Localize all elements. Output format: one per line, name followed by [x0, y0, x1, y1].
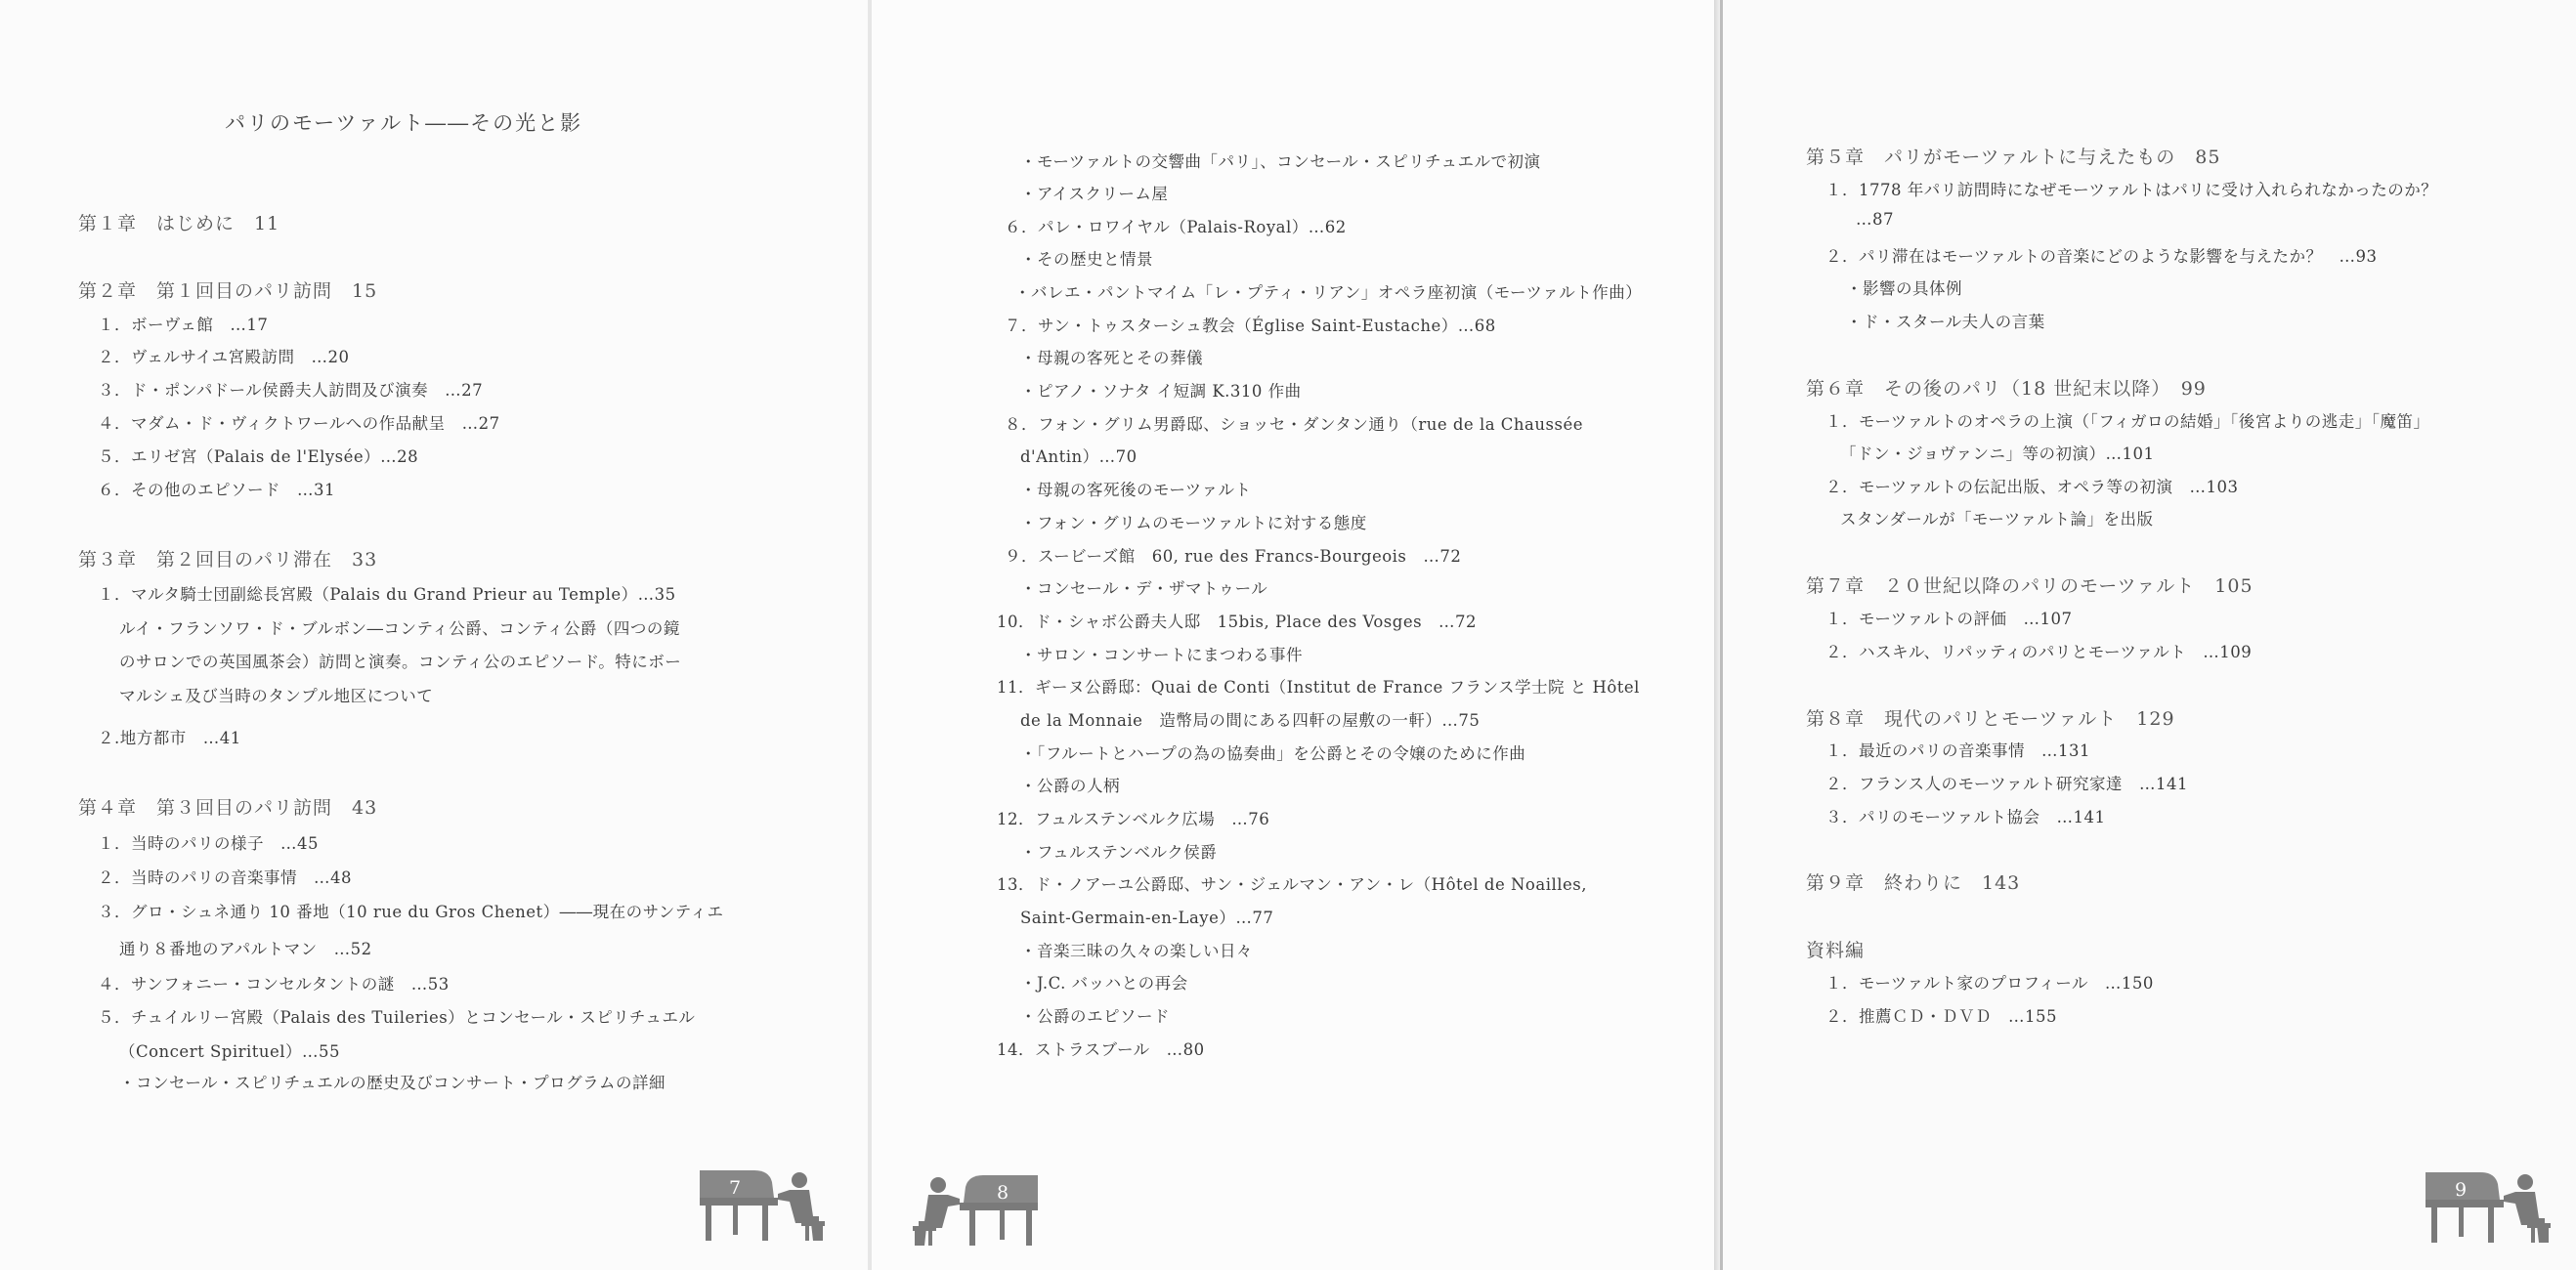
toc-entry: ３．パリのモーツァルト協会 …141	[1825, 808, 2106, 826]
toc-entry: ７．サン・トゥスターシュ教会（Église Saint-Eustache）…68	[1005, 317, 1496, 335]
toc-entry: ２．フランス人のモーツァルト研究家達 …141	[1825, 775, 2189, 793]
toc-entry: ・ド・スタール夫人の言葉	[1846, 313, 2045, 331]
toc-page-left	[0, 0, 868, 1270]
toc-entry: ・コンセール・スピリチュエルの歴史及びコンサート・プログラムの詳細	[119, 1074, 666, 1092]
toc-entry: ・コンセール・デ・ザマトゥール	[1020, 579, 1268, 598]
toc-entry: de la Monnaie 造幣局の間にある四軒の屋敷の一軒）…75	[1020, 711, 1481, 730]
toc-entry: ・母親の客死後のモーツァルト	[1020, 481, 1252, 499]
toc-entry: 14．ストラスブール …80	[997, 1040, 1205, 1059]
toc-entry: のサロンでの英国風茶会）訪問と演奏。コンティ公のエピソード。特にボー	[119, 653, 682, 671]
toc-entry: ８．フォン・グリム男爵邸、ショッセ・ダンタン通り（rue de la Chaussée	[1005, 415, 1583, 434]
chapter-heading: 第７章 ２０世紀以降のパリのモーツァルト 105	[1806, 575, 2254, 597]
toc-entry: 「ドン・ジョヴァンニ」等の初演）…101	[1840, 444, 2155, 463]
toc-entry: ２.地方都市 …41	[98, 729, 241, 747]
chapter-heading: 第５章 パリがモーツァルトに与えたもの 85	[1806, 147, 2221, 168]
chapter-heading: 第８章 現代のパリとモーツァルト 129	[1806, 708, 2175, 730]
page-number: 7	[728, 1177, 742, 1199]
toc-entry: ・「フルートとハープの為の協奏曲」を公爵とその令嬢のために作曲	[1020, 744, 1526, 763]
toc-entry: ・公爵のエピソード	[1020, 1007, 1170, 1026]
toc-entry: 11．ギーヌ公爵邸：Quai de Conti（Institut de France フランス学士院 と Hôtel	[997, 678, 1640, 697]
chapter-heading: 第２章 第１回目のパリ訪問 15	[78, 280, 378, 302]
toc-page-right	[1720, 0, 2576, 1270]
toc-entry: ２．パリ滞在はモーツァルトの音楽にどのような影響を与えたか？ …93	[1825, 247, 2378, 266]
toc-entry: 13．ド・ノアーユ公爵邸、サン・ジェルマン・アン・レ（Hôtel de Noailles,	[997, 875, 1588, 894]
toc-entry: ２．ハスキル、リパッティのパリとモーツァルト …109	[1825, 643, 2253, 661]
toc-entry: ・モーツァルトの交響曲「パリ」、コンセール・スピリチュエルで初演	[1020, 152, 1541, 171]
chapter-heading: 資料編	[1806, 940, 1866, 961]
toc-entry: ・音楽三昧の久々の楽しい日々	[1020, 942, 1253, 960]
toc-entry: １．モーツァルトの評価 …107	[1825, 610, 2073, 628]
chapter-heading: 第４章 第３回目のパリ訪問 43	[78, 797, 378, 819]
toc-entry: ルイ・フランソワ・ド・ブルボン―コンティ公爵、コンティ公爵（四つの鏡	[119, 619, 680, 638]
toc-entry: ４．マダム・ド・ヴィクトワールへの作品献呈 …27	[98, 414, 500, 433]
toc-entry: ６．その他のエピソード …31	[98, 481, 335, 499]
toc-entry: （Concert Spirituel）…55	[119, 1042, 341, 1061]
toc-entry: Saint-Germain-en-Laye）…77	[1020, 909, 1274, 927]
chapter-heading: 第３章 第２回目のパリ滞在 33	[78, 549, 378, 571]
toc-entry: ・母親の客死とその葬儀	[1020, 349, 1203, 367]
toc-entry: …87	[1856, 210, 1894, 229]
toc-entry: ・ピアノ・ソナタ イ短調 K.310 作曲	[1020, 382, 1302, 401]
toc-entry: １．モーツァルトのオペラの上演（「フィガロの結婚」「後宮よりの逃走」「魔笛」	[1825, 412, 2430, 431]
toc-entry: ２．当時のパリの音楽事情 …48	[98, 868, 352, 887]
toc-entry: d'Antin）…70	[1020, 447, 1138, 466]
toc-entry: ・フォン・グリムのモーツァルトに対する態度	[1020, 514, 1367, 532]
toc-entry: ２．モーツァルトの伝記出版、オペラ等の初演 …103	[1825, 478, 2239, 496]
toc-entry: ２．ヴェルサイユ宮殿訪問 …20	[98, 348, 350, 366]
toc-entry: ・バレエ・パントマイム「レ・プティ・リアン」オペラ座初演（モーツァルト作曲）	[1014, 283, 1643, 302]
toc-entry: ・フュルステンベルク侯爵	[1020, 843, 1218, 862]
piano-player-icon	[696, 1163, 842, 1246]
toc-entry: ９．スービーズ館 60, rue des Francs-Bourgeois …72	[1005, 547, 1462, 566]
book-title: パリのモーツァルト――その光と影	[225, 111, 583, 135]
toc-entry: ・アイスクリーム屋	[1020, 185, 1169, 203]
toc-entry: 12．フュルステンベルク広場 …76	[997, 810, 1270, 828]
toc-entry: ・J.C. バッハとの再会	[1020, 974, 1188, 993]
toc-entry: スタンダールが「モーツァルト論」を出版	[1840, 510, 2154, 529]
toc-entry: ５．チュイルリー宮殿（Palais des Tuileries）とコンセール・スピリチュエル	[98, 1008, 696, 1027]
piano-player-icon	[895, 1167, 1042, 1250]
toc-entry: １．最近のパリの音楽事情 …131	[1825, 741, 2090, 760]
toc-entry: １．1778 年パリ訪問時になぜモーツァルトはパリに受け入れられなかったのか？	[1825, 181, 2438, 199]
piano-player-icon	[2422, 1164, 2568, 1248]
page-number: 9	[2454, 1179, 2468, 1201]
toc-entry: １．マルタ騎士団副総長宮殿（Palais du Grand Prieur au Temple）…35	[98, 585, 676, 604]
toc-entry: ２．推薦ＣＤ・ＤＶＤ …155	[1825, 1007, 2057, 1026]
toc-entry: １．ボーヴェ館 …17	[98, 316, 269, 334]
toc-entry: ６．パレ・ロワイヤル（Palais-Royal）…62	[1005, 218, 1347, 236]
toc-entry: １．当時のパリの様子 …45	[98, 834, 319, 853]
chapter-heading: 第９章 終わりに 143	[1806, 872, 2021, 894]
toc-entry: 通り８番地のアパルトマン …52	[119, 940, 372, 958]
toc-entry: ３．グロ・シュネ通り 10 番地（10 rue du Gros Chenet）――現在のサンティエ	[98, 903, 724, 921]
toc-entry: ・公爵の人柄	[1020, 777, 1120, 795]
toc-entry: ５．エリゼ宮（Palais de l'Elysée）…28	[98, 447, 419, 466]
toc-entry: マルシェ及び当時のタンプル地区について	[119, 687, 434, 705]
toc-entry: １．モーツァルト家のプロフィール …150	[1825, 974, 2154, 993]
toc-entry: ４．サンフォニー・コンセルタントの謎 …53	[98, 975, 450, 994]
toc-entry: 10．ド・シャボ公爵夫人邸 15bis, Place des Vosges …72	[997, 613, 1478, 631]
page-number: 8	[996, 1182, 1009, 1204]
toc-entry: ３．ド・ポンパドール侯爵夫人訪問及び演奏 …27	[98, 381, 484, 400]
toc-page-middle	[872, 0, 1714, 1270]
chapter-heading: 第６章 その後のパリ（18 世紀末以降） 99	[1806, 378, 2207, 400]
toc-entry: ・その歴史と情景	[1020, 250, 1153, 269]
toc-entry: ・影響の具体例	[1846, 279, 1962, 298]
chapter-heading: 第１章 はじめに 11	[78, 213, 280, 234]
toc-entry: ・サロン・コンサートにまつわる事件	[1020, 646, 1303, 664]
